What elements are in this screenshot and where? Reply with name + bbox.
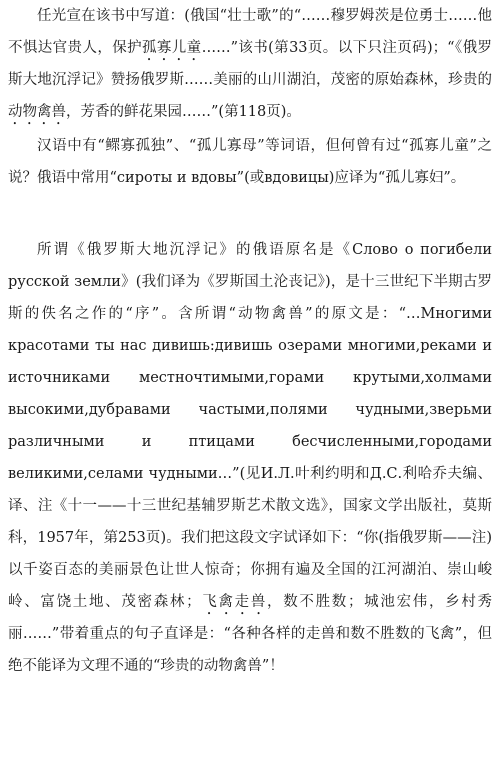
paragraph-2-text: 汉语中有“鳏寡孤独”、“孤儿寡母”等词语，但何曾有过“孤寡儿童”之说？俄语中常用“сироты и вдовы”(或вдовицы)应译为“孤儿寡妇”。 <box>8 138 492 186</box>
paragraph-1-text: ……”该书(第33页。以下只注页码)；“《俄罗斯大地沉浮记》赞扬俄罗斯……美丽的山川湖泊，茂密的原始森林，珍贵的 <box>8 40 493 88</box>
emphasized-phrase-birds-beasts: 飞禽走兽 <box>200 594 268 610</box>
paragraph-2 <box>8 130 492 194</box>
paragraph-1-text: ，芳香的鲜花果园……”(第118页)。 <box>66 104 301 120</box>
paragraph-3 <box>8 234 492 682</box>
paragraph-3-text: 所谓《俄罗斯大地沉浮记》的俄语原名是《Слово о погибели русской земли》(我们译为《罗斯国土沦丧记》)，是十三世纪下半期古罗斯的佚名之作的“序”。含所谓“动物禽兽”的原文是：“…Многими красотами ты нас дивишь:дивишь озерами многими,реками и источниками местночтимыми,горами крутыми,холмами высокими,дубравами частыми,полями чудными,зверьми различными и птицами бесчисленными,городами великими,селами чудными…”(见И.Л.叶利约明和Д.С.利哈乔夫编、译、注《十一——十三世纪基辅罗斯艺术散文选》，国家文学出版社，莫斯科，1957年，第253页)。我们把这段文字试译如下：“你(指俄罗斯——注)以千姿百态的美丽景色让世人惊奇；你拥有遍及全国的江河湖泊、崇山峻岭、富饶土地、茂密森林； <box>8 242 492 610</box>
paragraph-1 <box>8 0 492 128</box>
emphasized-phrase-orphans: 孤寡儿童 <box>142 40 202 56</box>
emphasized-phrase-animals: 动物禽兽 <box>8 104 66 120</box>
paragraph-3-text: ，数不胜数；城池宏伟，乡村秀丽……”带着重点的句子直译是：“各种各样的走兽和数不胜数的飞禽”，但绝不能译为文理不通的“珍贵的动物禽兽”！ <box>8 594 493 674</box>
paragraph-1-text: 任光宣在该书中写道：(俄国“壮士歌”的“……穆罗姆茨是位勇士……他不惧达官贵人，保护 <box>8 8 492 56</box>
